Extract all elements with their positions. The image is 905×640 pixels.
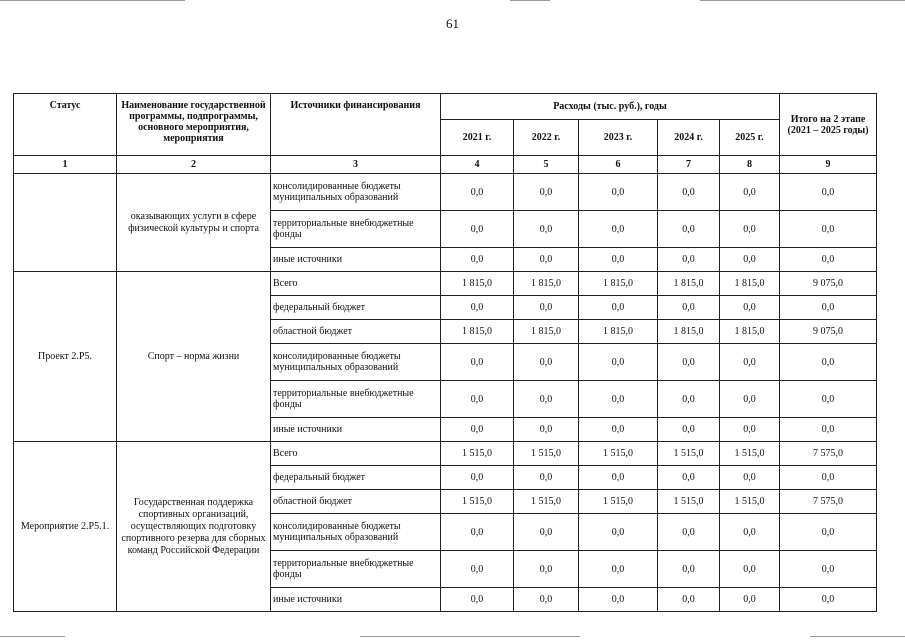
year-value-cell: 0,0 xyxy=(720,588,780,612)
year-value-cell: 1 815,0 xyxy=(579,320,658,344)
scan-edge-line xyxy=(0,636,65,637)
total-value-cell: 9 075,0 xyxy=(780,320,877,344)
year-value-cell: 1 815,0 xyxy=(658,272,720,296)
year-value-cell: 0,0 xyxy=(658,174,720,211)
header-status: Статус xyxy=(14,94,117,156)
table-row xyxy=(14,272,877,296)
year-value-cell: 0,0 xyxy=(579,248,658,272)
year-value-cell: 0,0 xyxy=(441,551,514,588)
total-value-cell: 7 575,0 xyxy=(780,490,877,514)
funding-source-cell: Всего xyxy=(271,272,441,296)
year-value-cell: 0,0 xyxy=(514,466,579,490)
year-value-cell: 0,0 xyxy=(720,466,780,490)
table-row xyxy=(14,174,877,211)
year-value-cell: 0,0 xyxy=(514,211,579,248)
year-value-cell: 0,0 xyxy=(579,211,658,248)
year-value-cell: 1 515,0 xyxy=(579,442,658,466)
status-cell xyxy=(14,174,117,272)
column-number: 6 xyxy=(579,156,658,174)
program-name-cell: оказывающих услуги в сфере физической культуры и спорта xyxy=(117,174,271,272)
year-value-cell: 0,0 xyxy=(658,296,720,320)
column-number: 5 xyxy=(514,156,579,174)
funding-source-cell: иные источники xyxy=(271,588,441,612)
year-value-cell: 1 815,0 xyxy=(579,272,658,296)
header-total: Итого на 2 этапе (2021 – 2025 годы) xyxy=(780,94,877,156)
total-value-cell: 7 575,0 xyxy=(780,442,877,466)
year-value-cell: 0,0 xyxy=(514,381,579,418)
column-number: 9 xyxy=(780,156,877,174)
total-value-cell: 0,0 xyxy=(780,248,877,272)
program-name-cell: Государственная поддержка спортивных организаций, осуществляющих подготовку спортивного резерва для сборных команд Российской Федерации xyxy=(117,442,271,612)
year-value-cell: 0,0 xyxy=(720,211,780,248)
year-value-cell: 0,0 xyxy=(441,588,514,612)
column-number: 1 xyxy=(14,156,117,174)
total-value-cell: 0,0 xyxy=(780,588,877,612)
year-value-cell: 0,0 xyxy=(658,248,720,272)
year-value-cell: 0,0 xyxy=(720,248,780,272)
total-value-cell: 0,0 xyxy=(780,296,877,320)
year-value-cell: 0,0 xyxy=(579,514,658,551)
year-value-cell: 1 815,0 xyxy=(658,320,720,344)
total-value-cell: 0,0 xyxy=(780,418,877,442)
year-value-cell: 1 515,0 xyxy=(514,442,579,466)
total-value-cell: 0,0 xyxy=(780,466,877,490)
year-value-cell: 1 815,0 xyxy=(441,320,514,344)
scan-edge-line xyxy=(810,636,905,637)
funding-source-cell: иные источники xyxy=(271,418,441,442)
year-value-cell: 0,0 xyxy=(514,514,579,551)
year-value-cell: 1 515,0 xyxy=(720,490,780,514)
funding-source-cell: федеральный бюджет xyxy=(271,466,441,490)
year-value-cell: 0,0 xyxy=(579,418,658,442)
year-value-cell: 1 515,0 xyxy=(720,442,780,466)
header-source: Источники финансирования xyxy=(271,94,441,156)
year-value-cell: 1 515,0 xyxy=(441,442,514,466)
year-value-cell: 1 515,0 xyxy=(579,490,658,514)
scan-edge-line xyxy=(700,0,905,1)
year-value-cell: 0,0 xyxy=(720,344,780,381)
year-value-cell: 0,0 xyxy=(514,296,579,320)
year-value-cell: 0,0 xyxy=(441,418,514,442)
funding-source-cell: областной бюджет xyxy=(271,320,441,344)
funding-source-cell: иные источники xyxy=(271,248,441,272)
year-value-cell: 1 815,0 xyxy=(441,272,514,296)
funding-source-cell: территориальные внебюджетные фонды xyxy=(271,381,441,418)
funding-source-cell: Всего xyxy=(271,442,441,466)
year-value-cell: 0,0 xyxy=(579,174,658,211)
year-value-cell: 0,0 xyxy=(579,466,658,490)
header-name: Наименование государственной программы, подпрограммы, основного мероприятия, мероприятия xyxy=(117,94,271,156)
column-number: 4 xyxy=(441,156,514,174)
year-value-cell: 0,0 xyxy=(514,551,579,588)
column-number: 8 xyxy=(720,156,780,174)
year-value-cell: 0,0 xyxy=(579,588,658,612)
year-value-cell: 0,0 xyxy=(579,296,658,320)
header-year: 2025 г. xyxy=(720,120,780,156)
year-value-cell: 0,0 xyxy=(441,381,514,418)
year-value-cell: 0,0 xyxy=(441,296,514,320)
funding-source-cell: консолидированные бюджеты муниципальных образований xyxy=(271,174,441,211)
year-value-cell: 0,0 xyxy=(658,466,720,490)
total-value-cell: 0,0 xyxy=(780,551,877,588)
year-value-cell: 0,0 xyxy=(514,344,579,381)
year-value-cell: 1 815,0 xyxy=(514,272,579,296)
year-value-cell: 0,0 xyxy=(514,248,579,272)
year-value-cell: 0,0 xyxy=(720,418,780,442)
year-value-cell: 0,0 xyxy=(579,344,658,381)
year-value-cell: 0,0 xyxy=(720,551,780,588)
year-value-cell: 1 815,0 xyxy=(720,320,780,344)
year-value-cell: 0,0 xyxy=(441,344,514,381)
year-value-cell: 1 815,0 xyxy=(514,320,579,344)
year-value-cell: 0,0 xyxy=(658,344,720,381)
status-cell: Проект 2.Р5. xyxy=(14,272,117,442)
total-value-cell: 0,0 xyxy=(780,211,877,248)
year-value-cell: 0,0 xyxy=(720,514,780,551)
year-value-cell: 1 515,0 xyxy=(658,442,720,466)
total-value-cell: 0,0 xyxy=(780,381,877,418)
header-expenses: Расходы (тыс. руб.), годы xyxy=(441,94,780,120)
year-value-cell: 0,0 xyxy=(658,381,720,418)
program-name-cell: Спорт – норма жизни xyxy=(117,272,271,442)
funding-source-cell: консолидированные бюджеты муниципальных образований xyxy=(271,514,441,551)
year-value-cell: 1 515,0 xyxy=(658,490,720,514)
funding-source-cell: территориальные внебюджетные фонды xyxy=(271,551,441,588)
column-number: 7 xyxy=(658,156,720,174)
year-value-cell: 0,0 xyxy=(658,514,720,551)
year-value-cell: 0,0 xyxy=(658,588,720,612)
scan-edge-line xyxy=(360,636,580,637)
year-value-cell: 0,0 xyxy=(514,588,579,612)
year-value-cell: 0,0 xyxy=(441,174,514,211)
year-value-cell: 0,0 xyxy=(441,248,514,272)
year-value-cell: 1 515,0 xyxy=(514,490,579,514)
year-value-cell: 0,0 xyxy=(514,418,579,442)
year-value-cell: 0,0 xyxy=(658,418,720,442)
year-value-cell: 0,0 xyxy=(441,514,514,551)
page-number: 61 xyxy=(446,16,459,31)
year-value-cell: 0,0 xyxy=(720,174,780,211)
funding-source-cell: территориальные внебюджетные фонды xyxy=(271,211,441,248)
scan-edge-line xyxy=(0,0,185,1)
funding-source-cell: областной бюджет xyxy=(271,490,441,514)
column-number: 3 xyxy=(271,156,441,174)
year-value-cell: 0,0 xyxy=(514,174,579,211)
funding-source-cell: федеральный бюджет xyxy=(271,296,441,320)
header-year: 2021 г. xyxy=(441,120,514,156)
year-value-cell: 0,0 xyxy=(658,551,720,588)
year-value-cell: 1 815,0 xyxy=(720,272,780,296)
year-value-cell: 0,0 xyxy=(441,211,514,248)
header-year: 2023 г. xyxy=(579,120,658,156)
status-cell: Мероприятие 2.Р5.1. xyxy=(14,442,117,612)
column-number: 2 xyxy=(117,156,271,174)
year-value-cell: 0,0 xyxy=(720,381,780,418)
table-row xyxy=(14,442,877,466)
year-value-cell: 1 515,0 xyxy=(441,490,514,514)
year-value-cell: 0,0 xyxy=(720,296,780,320)
total-value-cell: 0,0 xyxy=(780,344,877,381)
year-value-cell: 0,0 xyxy=(658,211,720,248)
budget-table xyxy=(13,93,877,612)
year-value-cell: 0,0 xyxy=(441,466,514,490)
header-year: 2024 г. xyxy=(658,120,720,156)
total-value-cell: 0,0 xyxy=(780,174,877,211)
total-value-cell: 9 075,0 xyxy=(780,272,877,296)
year-value-cell: 0,0 xyxy=(579,381,658,418)
scan-edge-line xyxy=(510,0,550,1)
total-value-cell: 0,0 xyxy=(780,514,877,551)
header-year: 2022 г. xyxy=(514,120,579,156)
year-value-cell: 0,0 xyxy=(579,551,658,588)
funding-source-cell: консолидированные бюджеты муниципальных образований xyxy=(271,344,441,381)
